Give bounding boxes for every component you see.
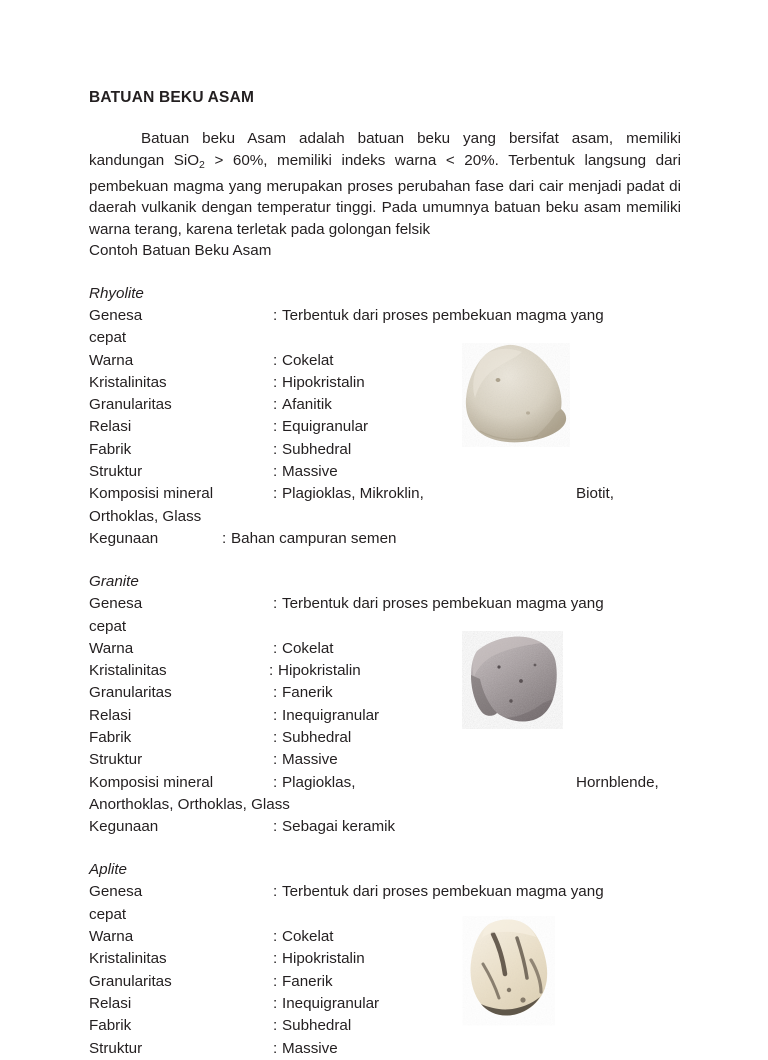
spec-colon: : [273, 684, 278, 702]
spec-colon: : [273, 950, 278, 968]
spec-value: Massive [282, 1039, 338, 1057]
spec-label: Warna [89, 639, 134, 657]
spec-value: Plagioklas, [282, 773, 356, 791]
spec-label: Genesa [89, 595, 143, 613]
document-content [89, 88, 681, 1060]
spec-value: Terbentuk dari proses pembekuan magma yang [282, 883, 604, 901]
intro-text-part2: > 60%, memiliki indeks warna < 20%. Terbentuk langsung dari pembekuan magma yang merupakan proses perubahan fase dari cair menjadi padat di daerah vulkanik dengan temperatur tinggi. Pada umumnya batuan beku asam memiliki warna terang, karena terletak pada golongan felsik [89, 151, 681, 238]
sio2-subscript: 2 [199, 158, 205, 171]
spec-row [89, 881, 681, 903]
intro-paragraph [89, 128, 681, 240]
spec-row [89, 394, 681, 416]
spec-colon: : [273, 463, 278, 481]
spec-colon: : [273, 1017, 278, 1035]
spec-colon: : [222, 529, 227, 547]
spec-value-tail: Hornblende, [576, 773, 659, 791]
rock-spec-list [89, 593, 681, 838]
spec-label: Struktur [89, 1039, 143, 1057]
spec-label: Kristalinitas [89, 373, 167, 391]
spec-row [89, 993, 681, 1015]
rock-spec-list [89, 881, 681, 1059]
rock-sections-container [89, 283, 681, 1060]
spec-colon: : [273, 351, 278, 369]
spec-label: Kristalinitas [89, 950, 167, 968]
spec-label: Komposisi mineral [89, 485, 214, 503]
spec-value: Equigranular [282, 418, 369, 436]
spec-label: Relasi [89, 994, 132, 1012]
spec-label: Kegunaan [89, 529, 159, 547]
spec-value: Plagioklas, Mikroklin, [282, 485, 424, 503]
spec-colon: : [273, 751, 278, 769]
contoh-heading: Contoh Batuan Beku Asam [89, 242, 272, 260]
spec-row [89, 461, 681, 483]
spec-row [89, 439, 681, 461]
spec-colon: : [273, 440, 278, 458]
spec-colon: : [273, 639, 278, 657]
spec-colon: : [273, 818, 278, 836]
spec-value: Massive [282, 751, 338, 769]
spec-row [89, 350, 681, 372]
spec-label: Komposisi mineral [89, 773, 214, 791]
spec-value: Terbentuk dari proses pembekuan magma yang [282, 306, 604, 324]
spec-row [89, 638, 681, 660]
spec-label: Relasi [89, 706, 132, 724]
spec-label: Kristalinitas [89, 662, 167, 680]
spec-row [89, 483, 681, 505]
spec-row [89, 682, 681, 704]
spec-colon: : [273, 595, 278, 613]
spec-row [89, 926, 681, 948]
spec-label: Granularitas [89, 972, 172, 990]
spec-colon: : [273, 706, 278, 724]
spec-row [89, 1015, 681, 1037]
spec-row [89, 749, 681, 771]
spec-row [89, 416, 681, 438]
spec-label: Granularitas [89, 684, 172, 702]
rock-section [89, 283, 681, 550]
spec-label: Warna [89, 351, 134, 369]
spec-colon: : [273, 883, 278, 901]
spec-colon: : [273, 418, 278, 436]
rock-name: Granite [89, 573, 139, 591]
spec-value: Sebagai keramik [282, 818, 396, 836]
spec-value: Bahan campuran semen [231, 529, 397, 547]
spec-row [89, 593, 681, 615]
spec-row [89, 528, 681, 550]
spec-colon: : [273, 773, 278, 791]
spec-colon: : [273, 373, 278, 391]
spec-row [89, 660, 681, 682]
spec-label: Granularitas [89, 396, 172, 414]
spec-continuation: cepat [89, 905, 127, 923]
spec-row [89, 372, 681, 394]
spec-label: Fabrik [89, 440, 132, 458]
spec-label: Genesa [89, 883, 143, 901]
spec-value: Hipokristalin [282, 373, 365, 391]
spec-value: Subhedral [282, 728, 352, 746]
spec-value: Terbentuk dari proses pembekuan magma yang [282, 595, 604, 613]
spec-colon: : [269, 662, 274, 680]
spec-value: Inequigranular [282, 706, 380, 724]
spec-row [89, 727, 681, 749]
rock-name: Rhyolite [89, 284, 144, 302]
spec-value-tail: Biotit, [576, 485, 614, 503]
spec-label: Struktur [89, 751, 143, 769]
spec-label: Fabrik [89, 1017, 132, 1035]
spec-continuation: Orthoklas, Glass [89, 507, 202, 525]
spec-colon: : [273, 485, 278, 503]
spec-colon: : [273, 728, 278, 746]
spec-value: Massive [282, 463, 338, 481]
spec-value: Cokelat [282, 351, 334, 369]
spec-value: Cokelat [282, 639, 334, 657]
spec-label: Fabrik [89, 728, 132, 746]
spec-colon: : [273, 972, 278, 990]
spec-value: Afanitik [282, 396, 332, 414]
spec-label: Relasi [89, 418, 132, 436]
spec-colon: : [273, 994, 278, 1012]
spec-label: Warna [89, 928, 134, 946]
spec-row [89, 305, 681, 327]
spec-row [89, 948, 681, 970]
spec-label: Kegunaan [89, 818, 159, 836]
spec-continuation: cepat [89, 329, 127, 347]
spec-row [89, 816, 681, 838]
spec-value: Inequigranular [282, 994, 380, 1012]
spec-value: Fanerik [282, 684, 333, 702]
spec-colon: : [273, 928, 278, 946]
spec-value: Hipokristalin [282, 950, 365, 968]
spec-row [89, 705, 681, 727]
spec-value: Subhedral [282, 1017, 352, 1035]
spec-label: Struktur [89, 463, 143, 481]
rock-spec-list [89, 305, 681, 550]
spec-value: Hipokristalin [278, 662, 361, 680]
spec-row [89, 1038, 681, 1060]
rock-section [89, 571, 681, 838]
page-title: BATUAN BEKU ASAM [89, 89, 255, 106]
rock-section [89, 859, 681, 1059]
spec-value: Subhedral [282, 440, 352, 458]
spec-value: Cokelat [282, 928, 334, 946]
spec-colon: : [273, 396, 278, 414]
spec-continuation: Anorthoklas, Orthoklas, Glass [89, 795, 290, 813]
rock-name: Aplite [89, 861, 127, 879]
spec-colon: : [273, 306, 278, 324]
spec-continuation: cepat [89, 617, 127, 635]
spec-row [89, 772, 681, 794]
intro-text-part1: Batuan beku Asam adalah batuan beku yang bersifat asam, memiliki kandungan SiO [89, 130, 681, 169]
spec-value: Fanerik [282, 972, 333, 990]
spec-label: Genesa [89, 306, 143, 324]
spec-row [89, 971, 681, 993]
spec-colon: : [273, 1039, 278, 1057]
